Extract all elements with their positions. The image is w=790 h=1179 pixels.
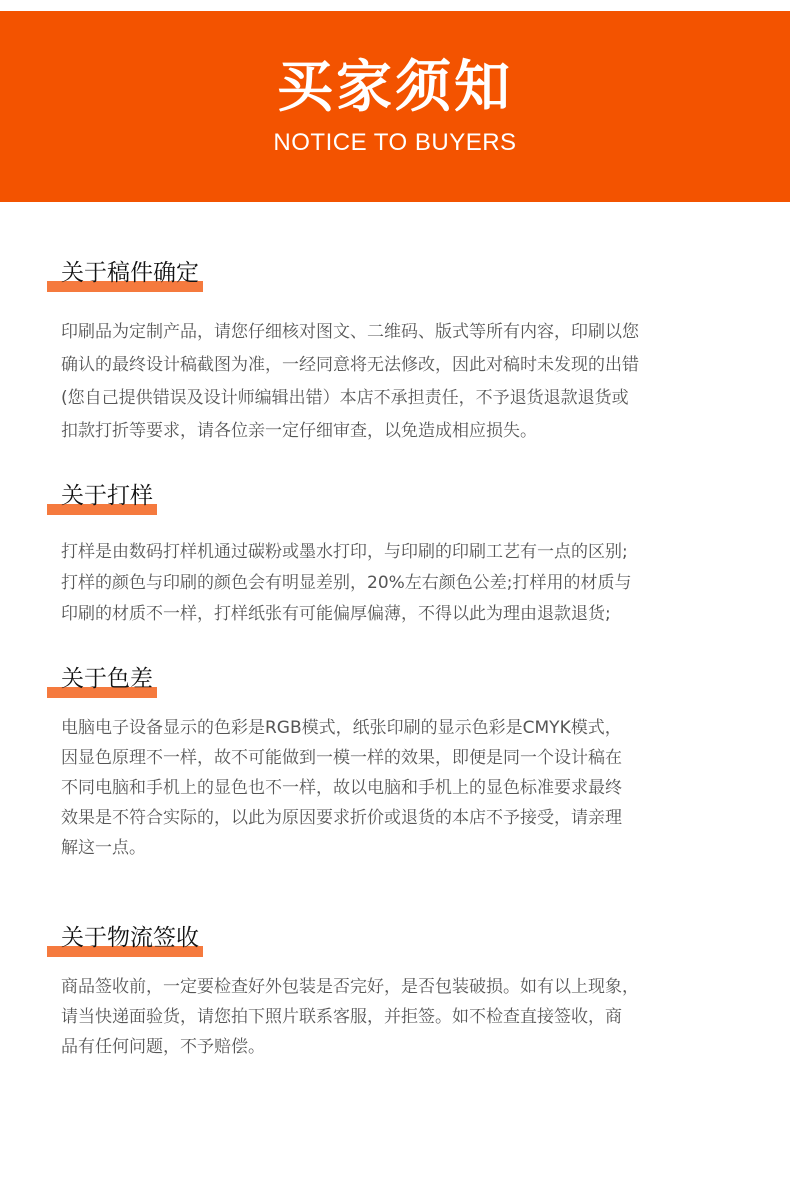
section-artwork-confirmation [47,258,727,448]
body-line: 商品签收前，一定要检查好外包装是否完好，是否包装破损。如有以上现象， [61,977,639,997]
body-line: 品有任何问题，不予赔偿。 [61,1037,265,1057]
section-heading [47,481,157,515]
section-heading [47,664,157,698]
section-heading [47,923,203,957]
body-line: 印刷的材质不一样，打样纸张有可能偏厚偏薄，不得以此为理由退款退货; [61,604,611,624]
section-color-difference [47,664,727,863]
banner-subtitle: NOTICE TO BUYERS [273,129,517,156]
body-line: 打样的颜色与印刷的颜色会有明显差别，20%左右颜色公差;打样用的材质与 [61,573,632,593]
body-line: 打样是由数码打样机通过碳粉或墨水打印，与印刷的印刷工艺有一点的区别; [61,542,628,562]
body-line: 不同电脑和手机上的显色也不一样，故以电脑和手机上的显色标准要求最终 [61,778,622,798]
section-heading-text: 关于打样 [61,483,153,509]
body-line: 因显色原理不一样，故不可能做到一模一样的效果，即便是同一个设计稿在 [61,748,622,768]
section-body [47,713,727,863]
section-heading-text: 关于物流签收 [61,925,199,951]
body-line: 扣款打折等要求，请各位亲一定仔细审查，以免造成相应损失。 [61,421,537,441]
section-body [47,316,727,448]
body-line: 效果是不符合实际的，以此为原因要求折价或退货的本店不予接受，请亲理 [61,808,622,828]
body-line: (您自己提供错误及设计师编辑出错）本店不承担责任，不予退货退款退货或 [61,388,629,408]
section-heading-text: 关于稿件确定 [61,260,199,286]
body-line: 电脑电子设备显示的色彩是RGB模式，纸张印刷的显示色彩是CMYK模式， [61,718,622,738]
section-proofing [47,481,727,630]
section-body [47,537,727,630]
body-line: 印刷品为定制产品，请您仔细核对图文、二维码、版式等所有内容，印刷以您 [61,322,639,342]
body-line: 请当快递面验货，请您拍下照片联系客服，并拒签。如不检查直接签收，商 [61,1007,622,1027]
banner-title: 买家须知 [277,55,513,120]
section-heading-text: 关于色差 [61,666,153,692]
section-heading [47,258,203,292]
body-line: 确认的最终设计稿截图为准，一经同意将无法修改，因此对稿时未发现的出错 [61,355,639,375]
section-delivery-signoff [47,923,727,1062]
section-body [47,972,727,1062]
body-line: 解这一点。 [61,838,146,858]
notice-banner [0,11,790,202]
